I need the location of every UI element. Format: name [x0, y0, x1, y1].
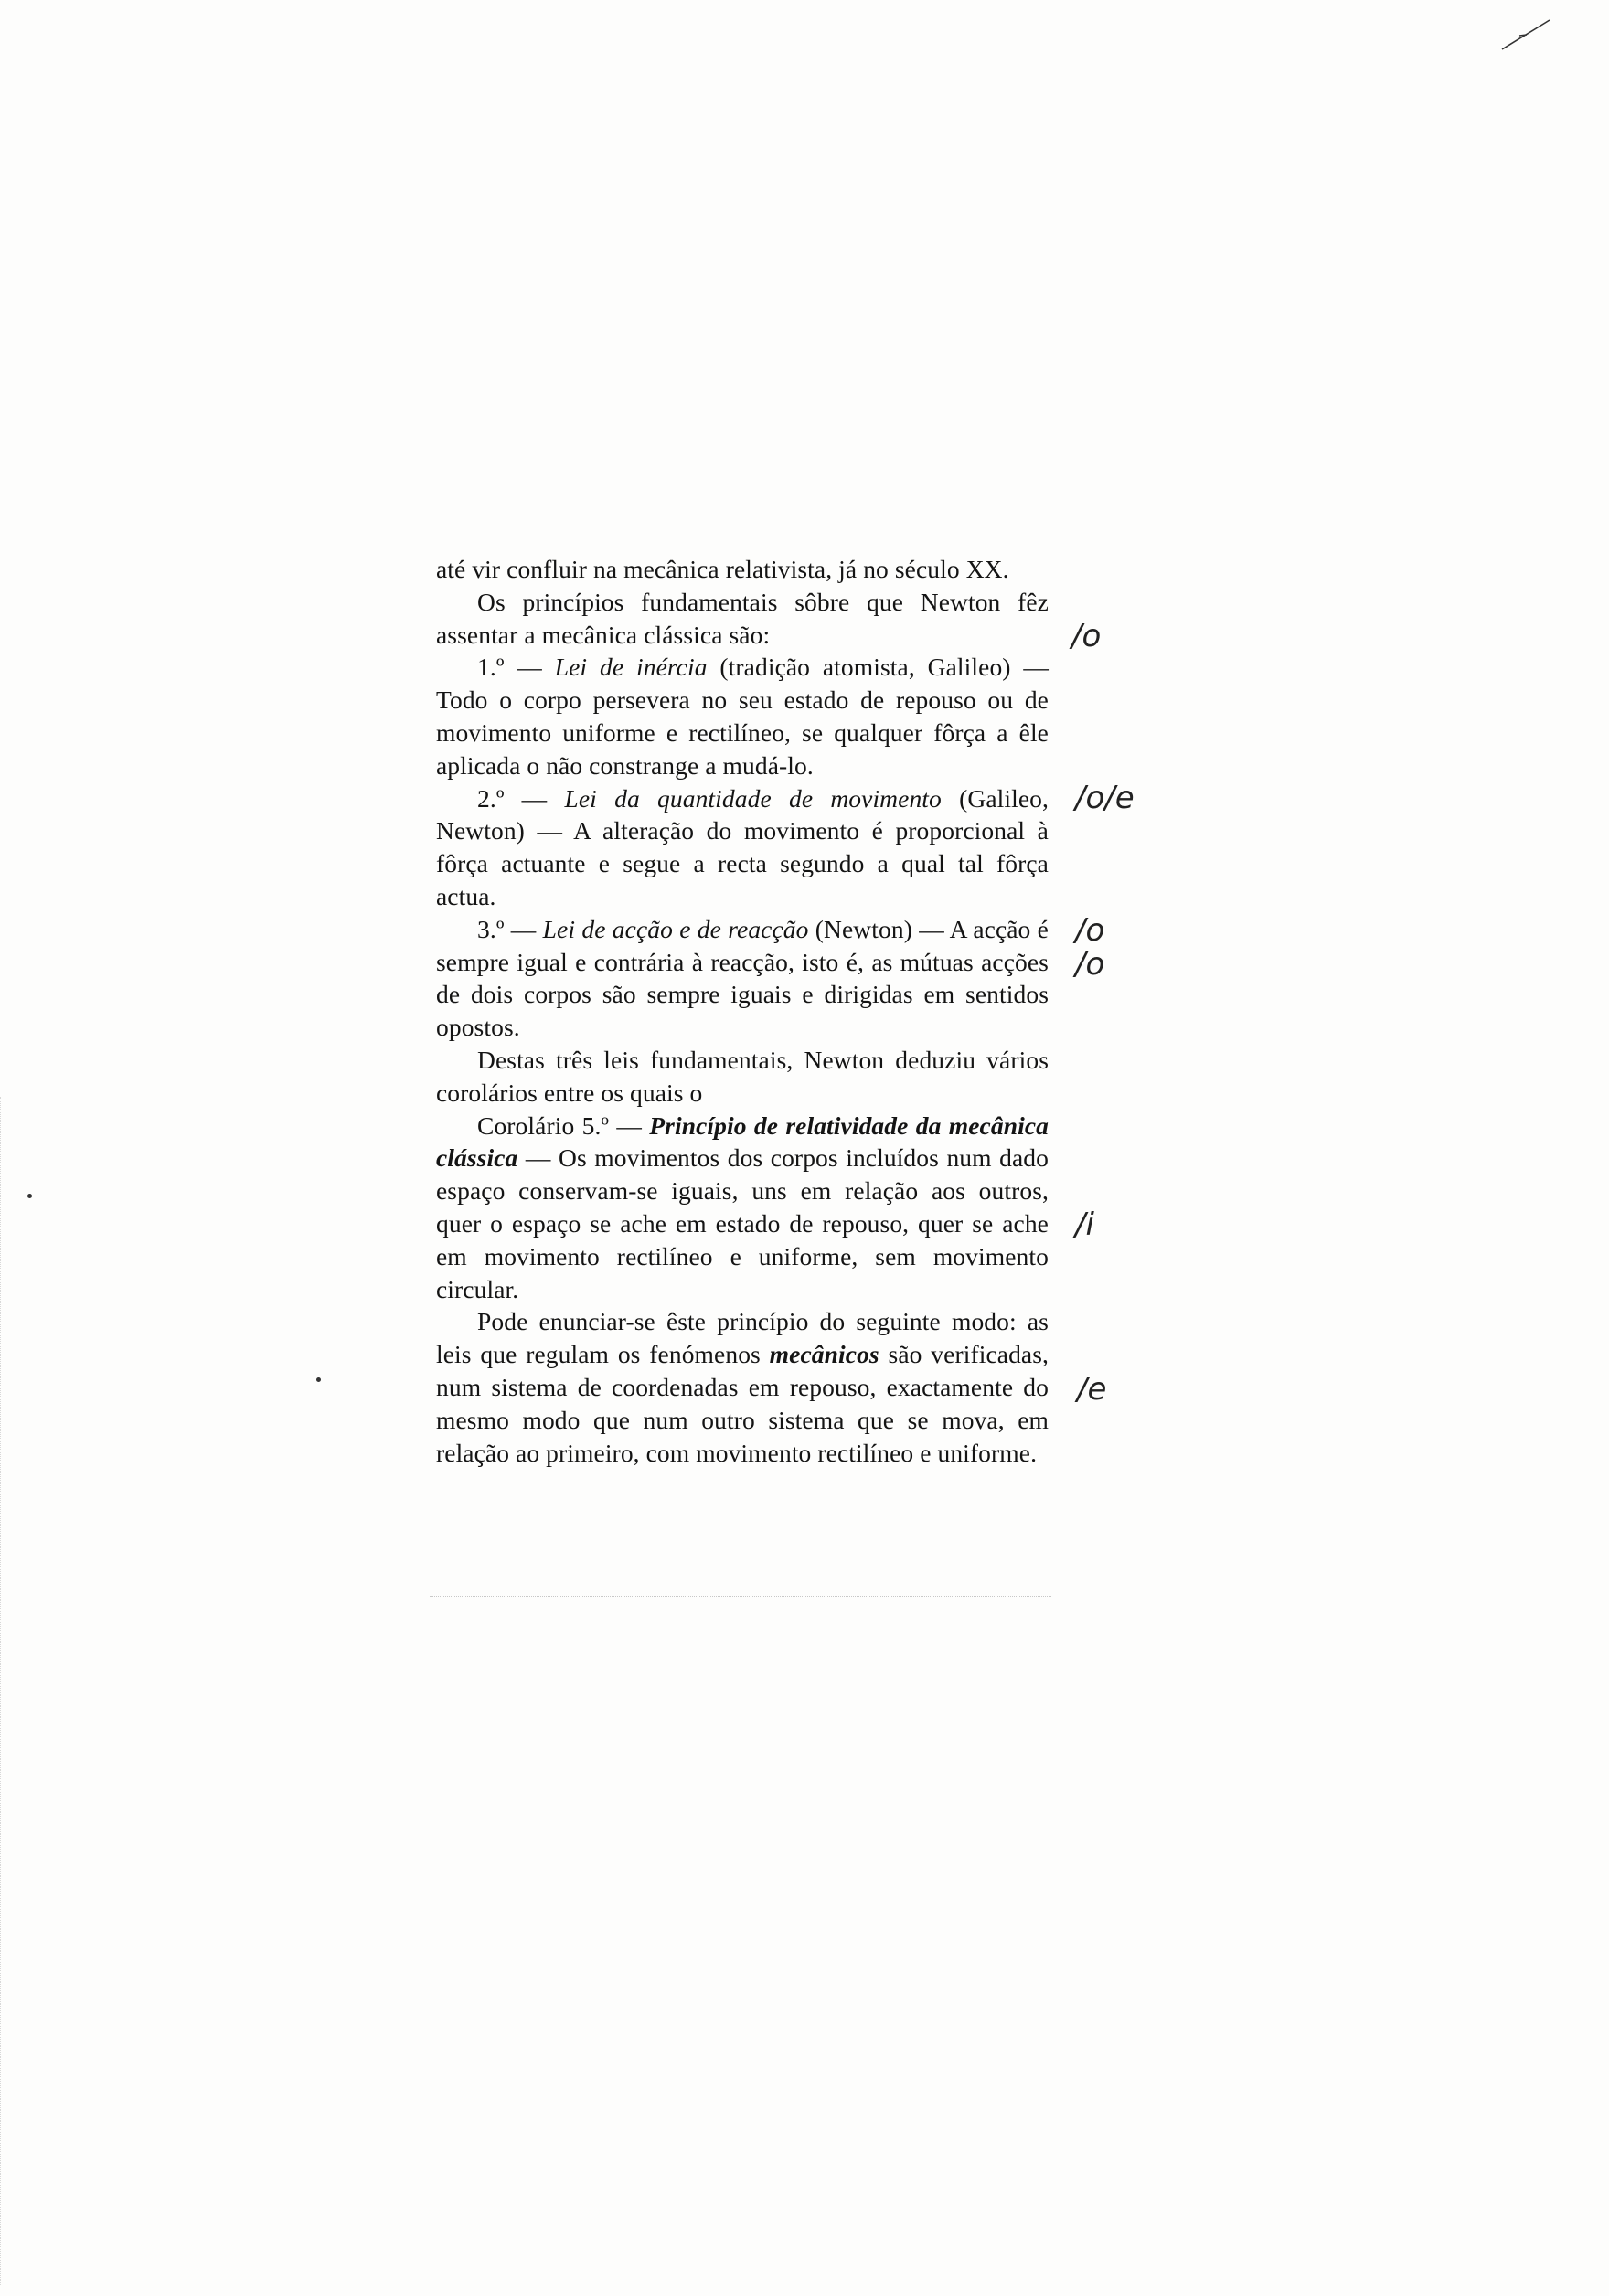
- law-title: Lei da quantidade de movimento: [564, 783, 942, 813]
- law-text: (Newton) — A acção é sempre igual e contrária à reacção, isto é, as mútuas acções de dois corpos são sempre iguais e dirigidas em sentidos opostos.: [436, 914, 1049, 1042]
- statement-text: são verificadas, num sistema de coordenadas em repouso, exactamente do mesmo modo que num outro sistema que se mova, em relação ao primeiro, com movimento rectilíneo e uniforme.: [436, 1340, 1049, 1467]
- paragraph-continuation: até vir confluir na mecânica relativista, já no século XX.: [436, 555, 1009, 583]
- margin-mark: /o: [1075, 912, 1105, 949]
- law-text: (tradição atomista, Galileo) — Todo o corpo persevera no seu estado de repouso ou de movimento uniforme e rectilíneo, se qualquer fôrça a êle aplicada o não constrange a mudá-lo.: [436, 653, 1049, 780]
- paragraph-principle-statement: [436, 1305, 1049, 1469]
- margin-mark: /i: [1075, 1206, 1094, 1243]
- corollary-text: — Os movimentos dos corpos incluídos num dado espaço conservam-se iguais, uns em relação aos outros, quer o espaço se ache em estado de repouso, quer se ache em movimento rectilíneo e uniforme, sem movimento circular.: [436, 1143, 1049, 1303]
- margin-mark: /o/e: [1075, 780, 1135, 816]
- paragraph-law-of-action-reaction: [436, 913, 1049, 1044]
- scan-edge: [0, 1097, 3, 2285]
- law-text: (Galileo, Newton) — A alteração do movimento é proporcional à fôrça actuante e segue a recta segundo a qual tal fôrça actua.: [436, 783, 1049, 910]
- margin-mark: /o: [1075, 946, 1105, 983]
- law-number: 2.º —: [477, 783, 565, 813]
- corollary-title: Princípio de relatividade da mecânica clássica: [436, 1111, 1049, 1173]
- scan-speck: [316, 1377, 321, 1382]
- emphasis-word: mecânicos: [769, 1340, 879, 1369]
- paragraph-corollaries-intro: Destas três leis fundamentais, Newton deduziu vários corolários entre os quais o: [436, 1045, 1049, 1107]
- paragraph-law-of-momentum: [436, 782, 1049, 913]
- body-text: [436, 553, 1049, 1469]
- margin-mark: /o: [1071, 618, 1102, 654]
- margin-mark: /e: [1077, 1371, 1107, 1408]
- law-number: 1.º —: [477, 653, 555, 682]
- pencil-tick-mark: [1499, 13, 1554, 58]
- paragraph-law-of-inertia: [436, 651, 1049, 781]
- law-title: Lei de inércia: [554, 653, 708, 682]
- paragraph-principles-intro: Os princípios fundamentais sôbre que Newton fêz assentar a mecânica clássica são:: [436, 587, 1049, 649]
- statement-text: Pode enunciar-se êste princípio do seguinte modo: as leis que regulam os fenómenos: [436, 1307, 1049, 1369]
- law-title: Lei de acção e de reacção: [542, 914, 809, 943]
- law-number: 3.º —: [477, 914, 543, 943]
- faint-rule: [430, 1596, 1051, 1597]
- scan-speck: [27, 1194, 32, 1198]
- paragraph-corollary-5: [436, 1110, 1049, 1306]
- corollary-label: Corolário 5.º —: [477, 1111, 650, 1140]
